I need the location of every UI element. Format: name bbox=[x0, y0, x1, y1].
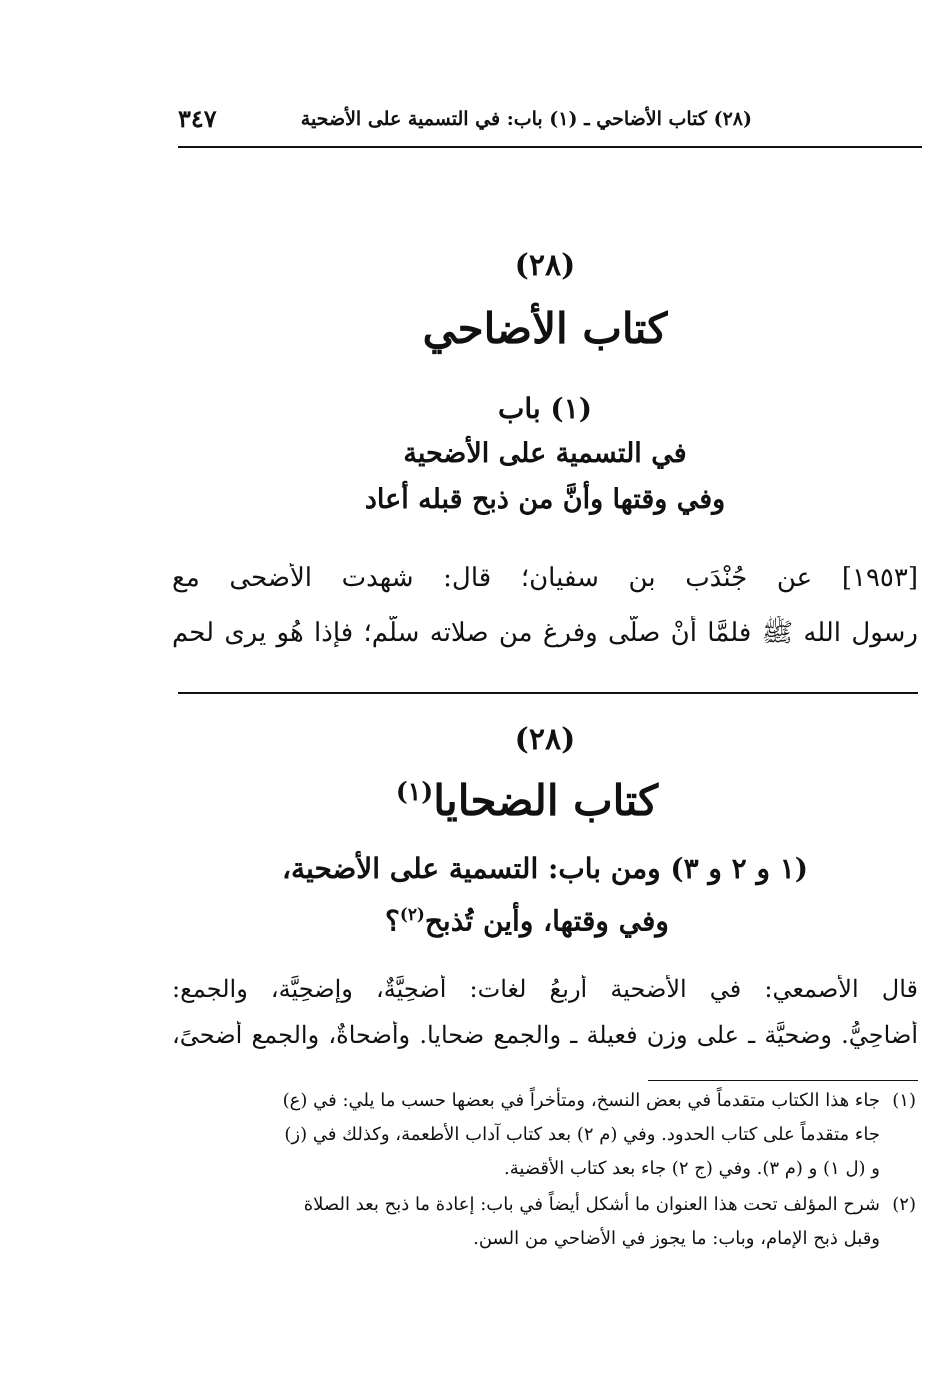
header-rule bbox=[178, 146, 922, 148]
footnote-2-line-1: (٢)شرح المؤلف تحت هذا العنوان ما أشكل أيضاً في باب: إعادة ما ذبح بعد الصلاة bbox=[303, 1194, 916, 1215]
commentary-line-2: أضاحِيُّ. وضحيَّة ـ على وزن فعيلة ـ والجمع ضحايا. وأَضحاةٌ، والجمع أضحىً، bbox=[172, 1021, 918, 1049]
section-divider bbox=[178, 692, 918, 694]
footnote-2-marker: (٢) bbox=[892, 1194, 916, 1215]
footnote-ref-2: (٢) bbox=[399, 904, 425, 924]
book-title: كتاب الأضاحي bbox=[422, 304, 668, 353]
commentary-chapter-line-2: وفي وقتها، وأين تُذبح$^{(٢)}$؟ bbox=[385, 904, 669, 938]
chapter-title-line-2: وفي وقتها وأنَّ من ذبح قبله أعاد bbox=[364, 484, 726, 515]
footnote-ref-1: (١) bbox=[395, 776, 434, 806]
footnote-2-line-2: وقبل ذبح الإمام، وباب: ما يجوز في الأضاحي من السن. bbox=[473, 1228, 880, 1249]
commentary-chapter-line-1: (١ و ٢ و ٣) ومن باب: التسمية على الأضحية، bbox=[281, 852, 809, 885]
running-title: (٢٨) كتاب الأضاحي ـ (١) باب: في التسمية على الأضحية bbox=[300, 108, 752, 130]
footnote-1-line-2: جاء متقدماً على كتاب الحدود. وفي (م ٢) بعد كتاب آداب الأطعمة، وكذلك في (ز) bbox=[284, 1124, 880, 1145]
book-number: (٢٨) bbox=[514, 248, 576, 283]
commentary-book-title: كتاب الضحايا$^{(١)}$ bbox=[395, 776, 659, 825]
footnote-1-line-1: (١)جاء هذا الكتاب متقدماً في بعض النسخ، ومتأخراً في بعضها حسب ما يلي: في (ع) bbox=[282, 1090, 916, 1111]
running-header bbox=[178, 104, 922, 144]
commentary-line-1: قال الأصمعي: في الأضحية أربعُ لغات: أُضحِيَّةٌ، وإِضحِيَّة، والجمع: bbox=[172, 975, 918, 1003]
hadith-line-2: رسول الله ﷺ فلمَّا أنْ صلَّى وفرغ من صلاته سلَّم؛ فإذا هُو يرى لحم bbox=[172, 618, 918, 648]
hadith-line-1: [١٩٥٣] عن جُنْدَب بن سفيان؛ قال: شهدت الأضحى مع bbox=[172, 563, 918, 593]
commentary-book-number: (٢٨) bbox=[514, 722, 576, 757]
page-number: ٣٤٧ bbox=[178, 104, 217, 133]
footnote-rule bbox=[648, 1080, 918, 1081]
footnote-1-line-3: و (ل ١) و (م ٣). وفي (ج ٢) جاء بعد كتاب الأقضية. bbox=[503, 1158, 880, 1179]
chapter-heading: (١) باب bbox=[498, 392, 592, 425]
footnote-1-marker: (١) bbox=[892, 1090, 916, 1111]
chapter-title-line-1: في التسمية على الأضحية bbox=[403, 438, 687, 469]
